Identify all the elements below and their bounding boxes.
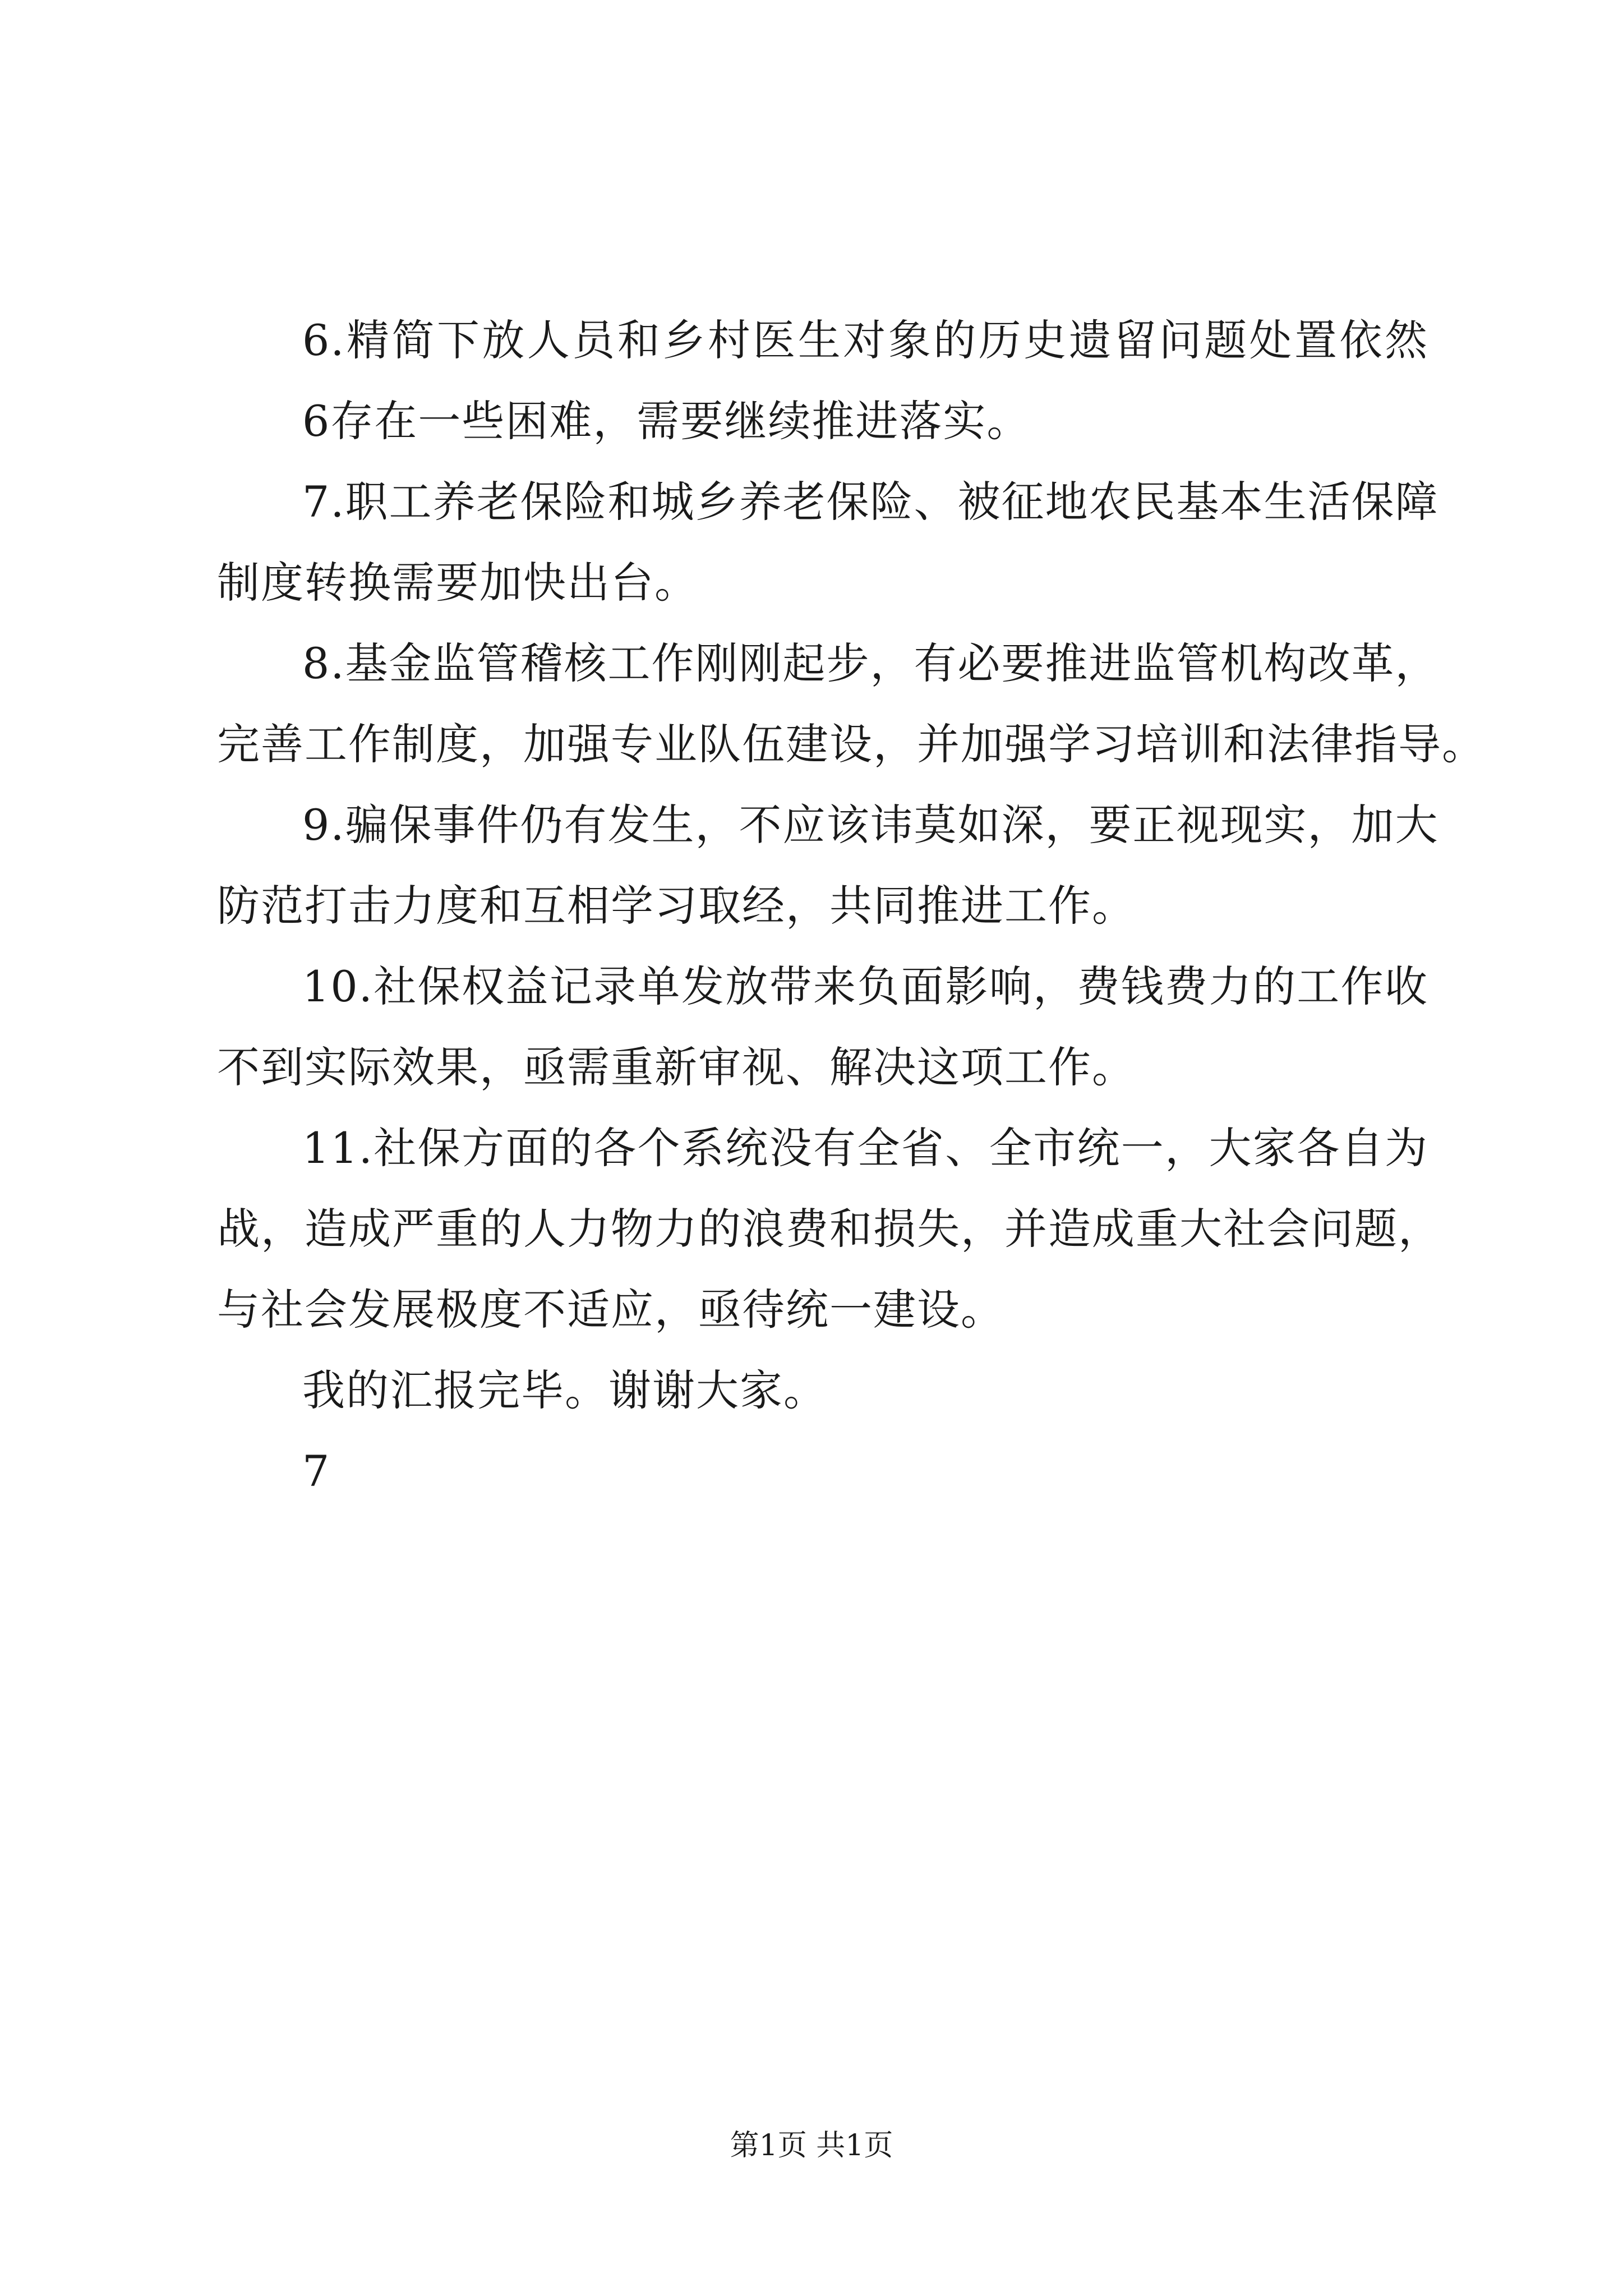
- paragraph-line: 9.骗保事件仍有发生，不应该讳莫如深，要正视现实，加大: [302, 800, 1439, 850]
- page-footer: 第1页 共1页: [730, 2129, 893, 2162]
- paragraph-line: 制度转换需要加快出台。: [217, 558, 698, 608]
- paragraph-line: 防范打击力度和互相学习取经，共同推进工作。: [217, 881, 1136, 931]
- paragraph-line: 6存在一些困难，需要继续推进落实。: [302, 396, 1031, 446]
- paragraph-line: 与社会发展极度不适应，亟待统一建设。: [217, 1285, 1004, 1335]
- paragraph-line: 6.精简下放人员和乡村医生对象的历史遗留问题处置依然: [302, 315, 1428, 365]
- paragraph-line: 10.社保权益记录单发放带来负面影响，费钱费力的工作收: [302, 961, 1428, 1011]
- paragraph-line: 7.职工养老保险和城乡养老保险、被征地农民基本生活保障: [302, 477, 1439, 527]
- paragraph-line: 8.基金监管稽核工作刚刚起步，有必要推进监管机构改革，: [302, 638, 1439, 688]
- page-number-text: 7: [302, 1446, 331, 1496]
- paragraph-line: 战，造成严重的人力物力的浪费和损失，并造成重大社会问题，: [217, 1204, 1442, 1254]
- document-body: [217, 300, 1486, 1512]
- paragraph-line: 11.社保方面的各个系统没有全省、全市统一，大家各自为: [302, 1123, 1428, 1173]
- paragraph-line: 完善工作制度，加强专业队伍建设，并加强学习培训和法律指导。: [217, 719, 1486, 769]
- paragraph-line: 我的汇报完毕。谢谢大家。: [302, 1365, 827, 1415]
- paragraph-line: 不到实际效果，亟需重新审视、解决这项工作。: [217, 1042, 1136, 1092]
